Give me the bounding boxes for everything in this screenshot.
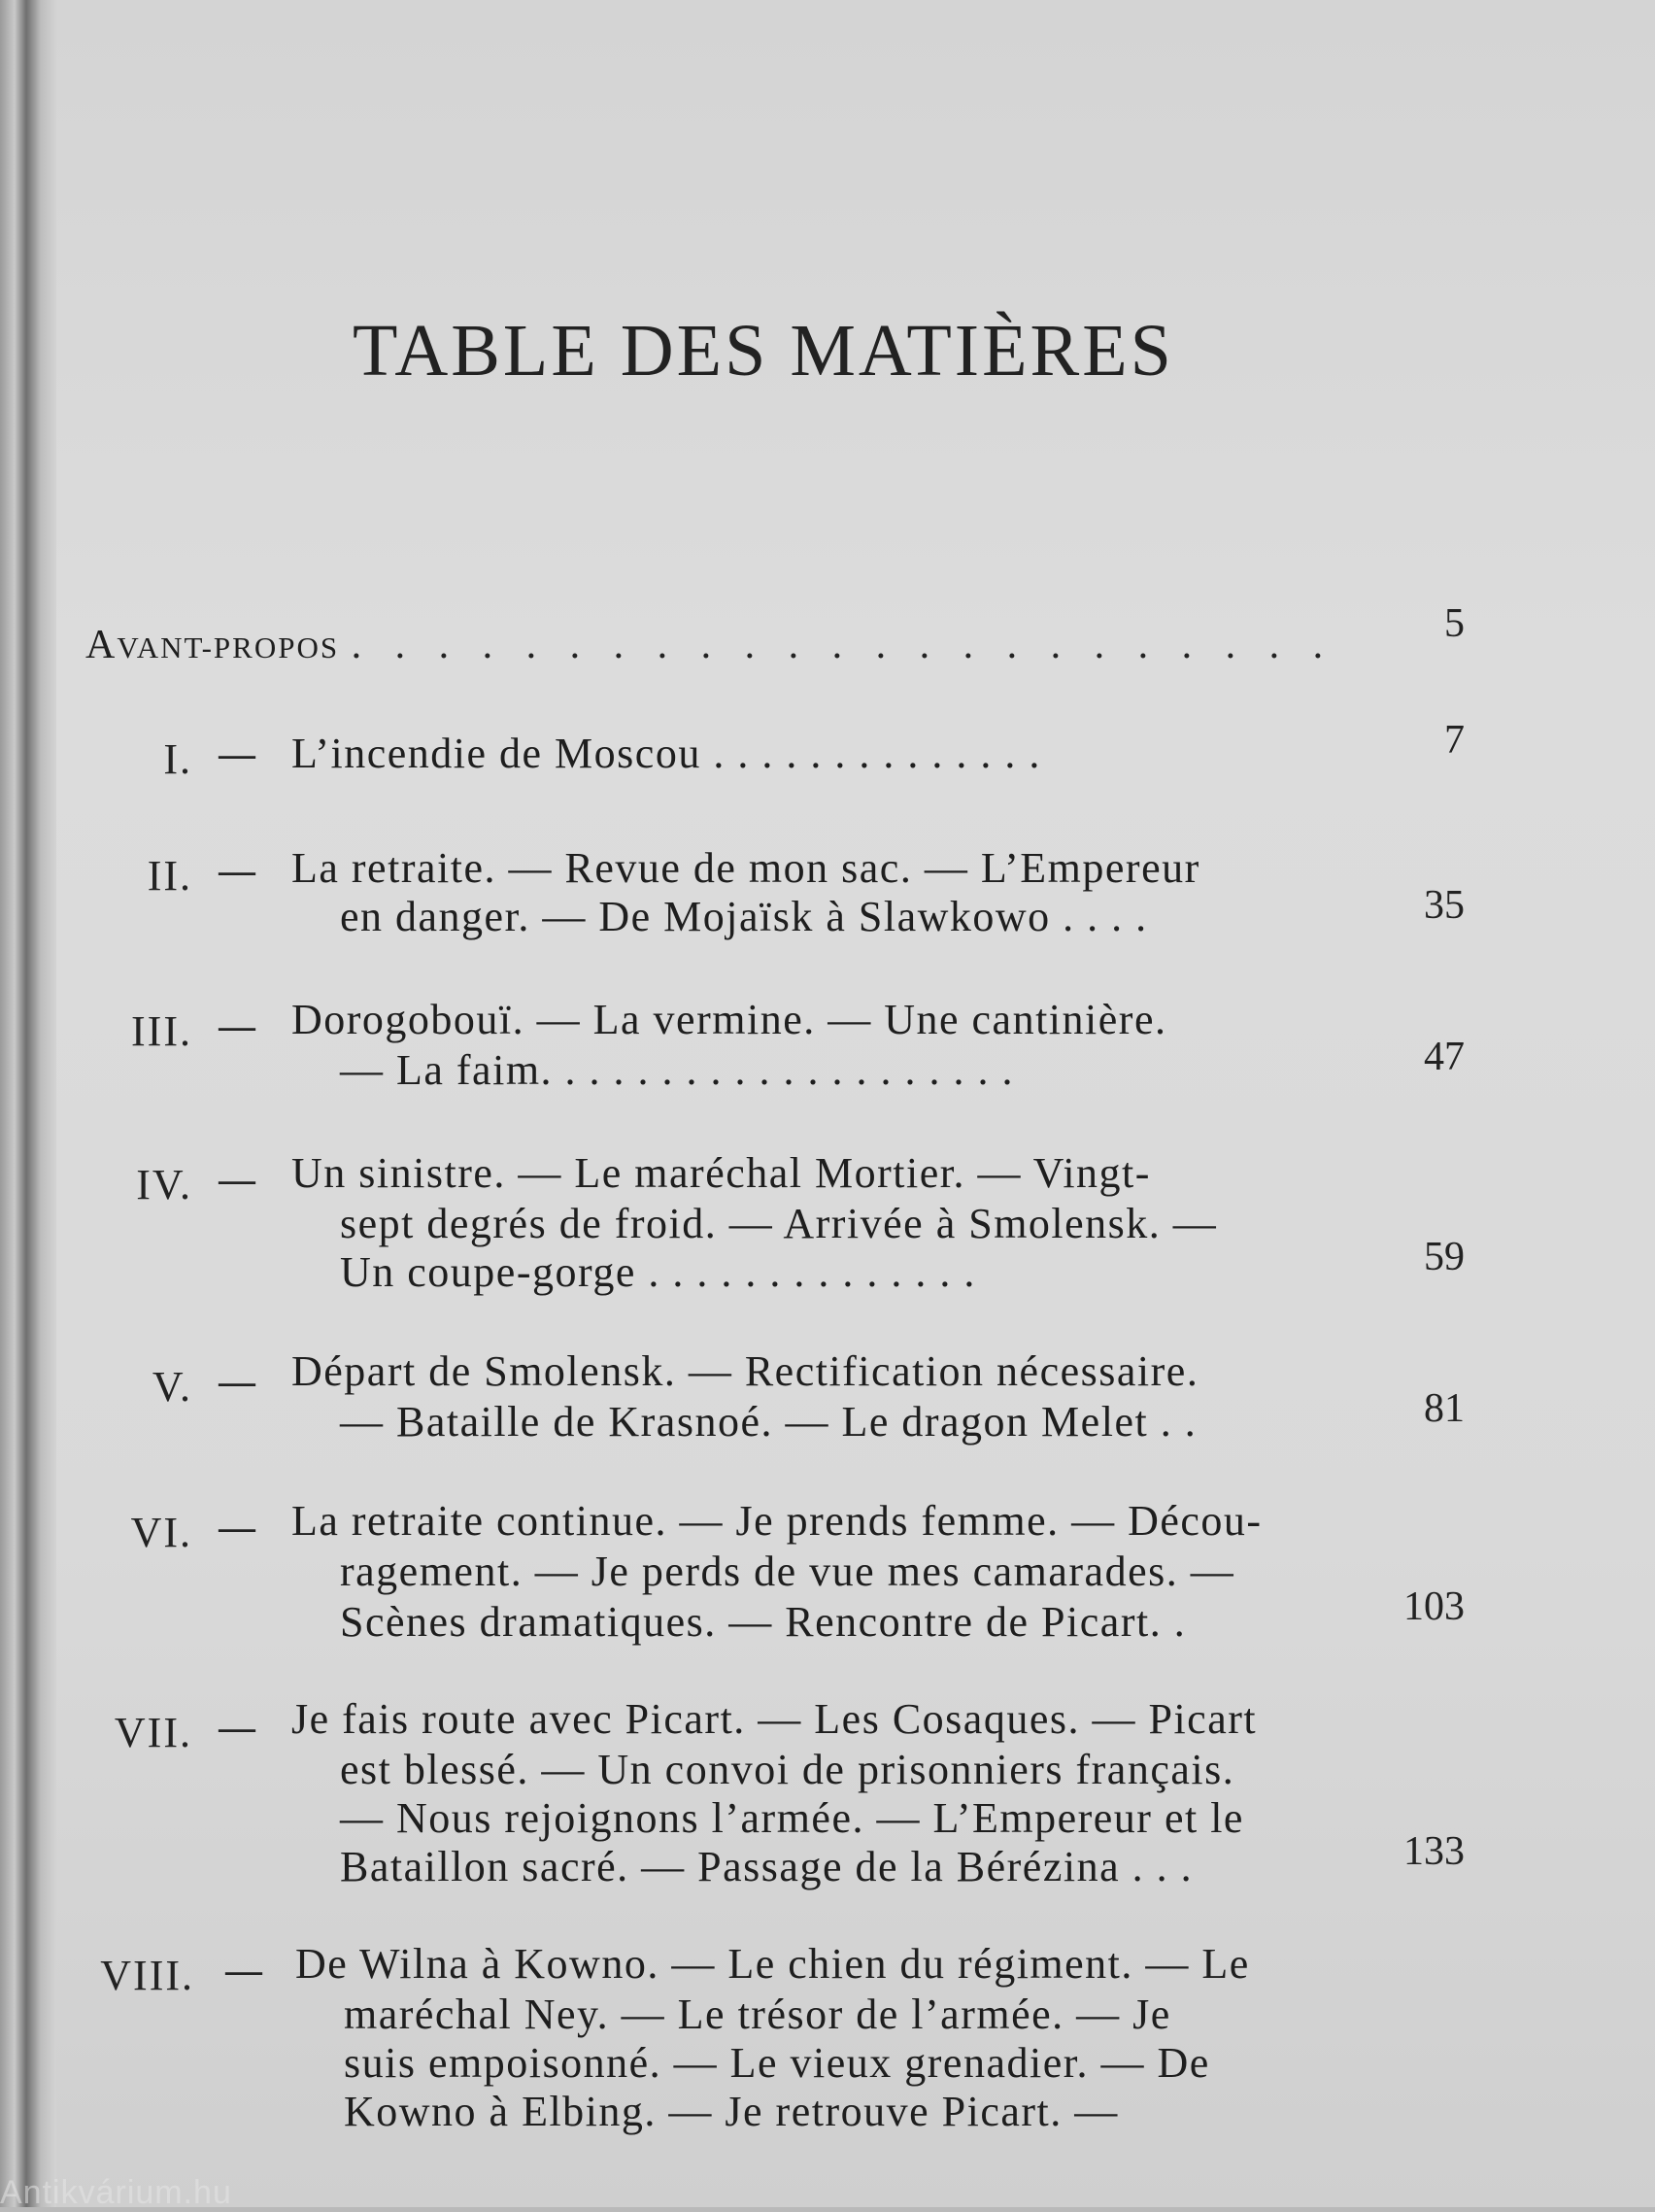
chapter-numeral: I. [163, 735, 192, 783]
chapter-page: 81 [1424, 1386, 1465, 1431]
avant-propos-leaders: . . . . . . . . . . . . . . . . . . . . . . . [351, 623, 1335, 667]
avant-propos-page: 5 [1444, 601, 1465, 646]
chapter-title-line: est blessé. — Un convoi de prisonniers français. [340, 1746, 1235, 1793]
avant-propos-initial: A [85, 623, 118, 667]
chapter-numeral: V. [152, 1363, 192, 1411]
chapter-dash: — [223, 1947, 264, 1994]
chapter-page: 103 [1403, 1584, 1465, 1629]
chapter-numeral: IV. [136, 1161, 192, 1208]
chapter-title-line: sept degrés de froid. — Arrivée à Smolensk. — [340, 1200, 1218, 1247]
chapter-dash: — [217, 1003, 257, 1050]
chapter-page: 59 [1424, 1235, 1465, 1279]
chapter-title-line: — Nous rejoignons l’armée. — L’Empereur et le [340, 1794, 1244, 1842]
chapter-title-line: Kowno à Elbing. — Je retrouve Picart. — [344, 2088, 1119, 2135]
chapter-page: 35 [1424, 883, 1465, 928]
chapter-title-line: De Wilna à Kowno. — Le chien du régiment. — Le [295, 1940, 1250, 1988]
chapter-title-line: Bataillon sacré. — Passage de la Bérézina . . . [340, 1843, 1194, 1890]
chapter-dash: — [217, 1504, 257, 1551]
chapter-title-line: Je fais route avec Picart. — Les Cosaques. — Picart [291, 1695, 1258, 1743]
avant-propos-label: VANT-PROPOS [117, 630, 340, 664]
chapter-dash: — [217, 1156, 257, 1204]
chapter-numeral: VIII. [100, 1952, 194, 1999]
chapter-title-line: ragement. — Je perds de vue mes camarades. — [340, 1548, 1235, 1595]
page-title: TABLE DES MATIÈRES [353, 310, 1174, 391]
chapter-title-line: suis empoisonné. — Le vieux grenadier. — De [344, 2039, 1210, 2087]
watermark: Antikvárium.hu [0, 2174, 232, 2211]
book-spine [0, 0, 58, 2207]
chapter-title-line: en danger. — De Mojaïsk à Slawkowo . . . . [340, 893, 1148, 940]
chapter-numeral: VI. [130, 1509, 192, 1556]
chapter-title-line: Dorogobouï. — La vermine. — Une cantinière. [291, 996, 1167, 1043]
chapter-title-line: Un coupe-gorge . . . . . . . . . . . . . . [340, 1248, 976, 1296]
chapter-numeral: III. [131, 1007, 192, 1055]
chapter-title-line: maréchal Ney. — Le trésor de l’armée. — Je [344, 1991, 1171, 2038]
chapter-title-line: — La faim. . . . . . . . . . . . . . . . . . . . [340, 1046, 1015, 1094]
chapter-dash: — [217, 731, 257, 778]
chapter-numeral: II. [147, 852, 192, 900]
chapter-page: 7 [1444, 718, 1465, 763]
chapter-dash: — [217, 1358, 257, 1406]
chapter-title-line: L’incendie de Moscou . . . . . . . . . . . . . . [291, 730, 1041, 777]
chapter-dash: — [217, 1704, 257, 1752]
avant-propos-entry [85, 622, 1377, 668]
chapter-title-line: La retraite. — Revue de mon sac. — L’Empereur [291, 844, 1200, 892]
chapter-title-line: Départ de Smolensk. — Rectification nécessaire. [291, 1347, 1199, 1395]
chapter-title-line: Scènes dramatiques. — Rencontre de Picart. . [340, 1598, 1187, 1646]
chapter-dash: — [217, 847, 257, 895]
book-page [56, 0, 1655, 2207]
chapter-page: 133 [1403, 1829, 1465, 1874]
chapter-title-line: Un sinistre. — Le maréchal Mortier. — Vingt- [291, 1149, 1151, 1197]
chapter-title-line: La retraite continue. — Je prends femme. — Décou- [291, 1497, 1263, 1545]
chapter-numeral: VII. [114, 1709, 192, 1756]
chapter-title-line: — Bataille de Krasnoé. — Le dragon Melet . . [340, 1398, 1198, 1446]
chapter-page: 47 [1424, 1035, 1465, 1079]
